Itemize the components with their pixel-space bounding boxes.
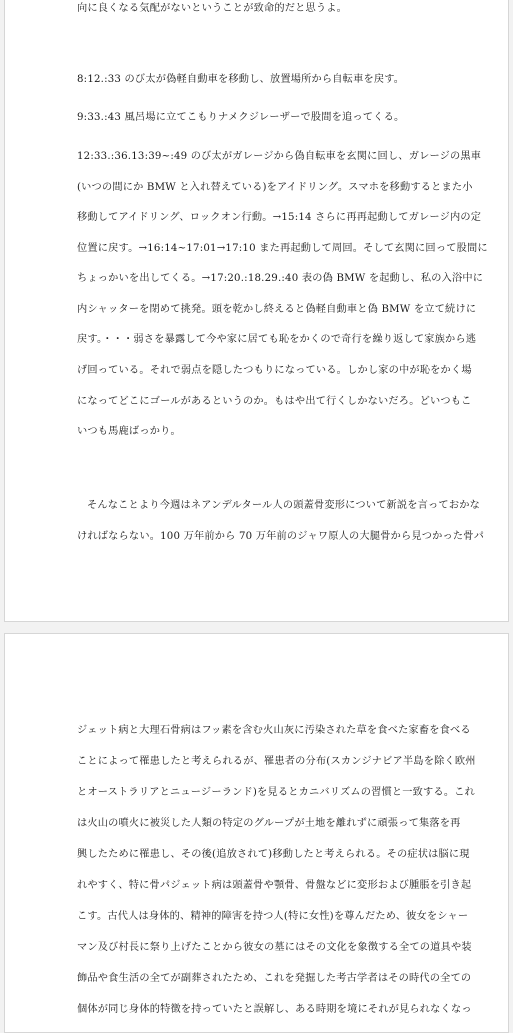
text-line: マン及び村長に祭り上げたことから彼女の墓にはその文化を象徴する全ての道具や装 xyxy=(77,942,472,953)
text-line: れやすく、特に骨パジェット病は頭蓋骨や顎骨、骨盤などに変形および腫脹を引き起 xyxy=(77,880,472,891)
text-line: 興したために罹患し、その後(追放されて)移動したと考えられる。その症状は脳に現 xyxy=(77,849,470,860)
text-line: ければならない。100 万年前から 70 万年前のジャワ原人の大腿骨から見つかった骨パ xyxy=(77,531,485,542)
text-line: 位置に戻す。→16:14~17:01→17:10 また再起動して周回。そして玄関に回って股間に xyxy=(77,243,488,254)
text-line: (いつの間にか BMW と入れ替えている)をアイドリング。スマホを移動するとまた小 xyxy=(77,182,473,193)
text-line: 個体が同じ身体的特徴を持っていたと誤解し、ある時期を境にそれが見られなくなっ xyxy=(77,1004,472,1015)
text-line: ジェット病と大理石骨病はフッ素を含む火山灰に汚染された草を食べた家畜を食べる xyxy=(77,725,471,736)
text-line: 飾品や食生活の全てが副葬されたため、これを発掘した考古学者はその時代の全ての xyxy=(77,973,472,984)
text-line: 9:33.:43 風呂場に立てこもりナメクジレーザーで股間を追ってくる。 xyxy=(77,112,405,123)
document-page-1 xyxy=(4,0,509,622)
text-line: 移動してアイドリング、ロックオン行動。→15:14 さらに再再起動してガレージ内の定 xyxy=(77,212,482,223)
text-line: 内シャッターを閉めて挑発。頭を乾かし終えると偽軽自動車と偽 BMW を立て続けに xyxy=(77,304,477,315)
text-line: とオーストラリアとニュージーランド)を見るとカニバリズムの習慣と一致する。これ xyxy=(77,787,475,798)
text-line: 12:33.:36.13:39~:49 のび太がガレージから偽自転車を玄関に回し、ガレージの黒車 xyxy=(77,151,482,162)
text-line: こす。古代人は身体的、精神的障害を持つ人(特に女性)を尊んだため、彼女をシャー xyxy=(77,911,469,922)
text-line: 向に良くなる気配がないということが致命的だと思うよ。 xyxy=(77,3,348,14)
text-line: 戻す。・・・弱さを暴露して今や家に居ても恥をかくので奇行を繰り返して家族から逃 xyxy=(77,334,477,345)
paragraph-first-line: そんなことより今週はネアンデルタール人の頭蓋骨変形について新説を言っておかな xyxy=(87,500,480,511)
text-line: いつも馬鹿ばっかり。 xyxy=(77,426,181,437)
document-page-2 xyxy=(4,633,509,1033)
text-line: げ回っている。それで弱点を隠したつもりになっている。しかし家の中が恥をかく場 xyxy=(77,365,472,376)
text-line: は火山の噴火に被災した人類の特定のグループが土地を離れずに頑張って集落を再 xyxy=(77,818,461,829)
text-line: ことによって罹患したと考えられるが、罹患者の分布(スカンジナビア半島を除く欧州 xyxy=(77,756,476,767)
text-line: ちょっかいを出してくる。→17:20.:18.29.:40 表の偽 BMW を起動し、私の入浴中に xyxy=(77,273,484,284)
text-line: になってどこにゴールがあるというのか。もはや出て行くしかないだろ。どいつもこ xyxy=(77,396,472,407)
text-line: 8:12.:33 のび太が偽軽自動車を移動し、放置場所から自転車を戻す。 xyxy=(77,74,405,85)
